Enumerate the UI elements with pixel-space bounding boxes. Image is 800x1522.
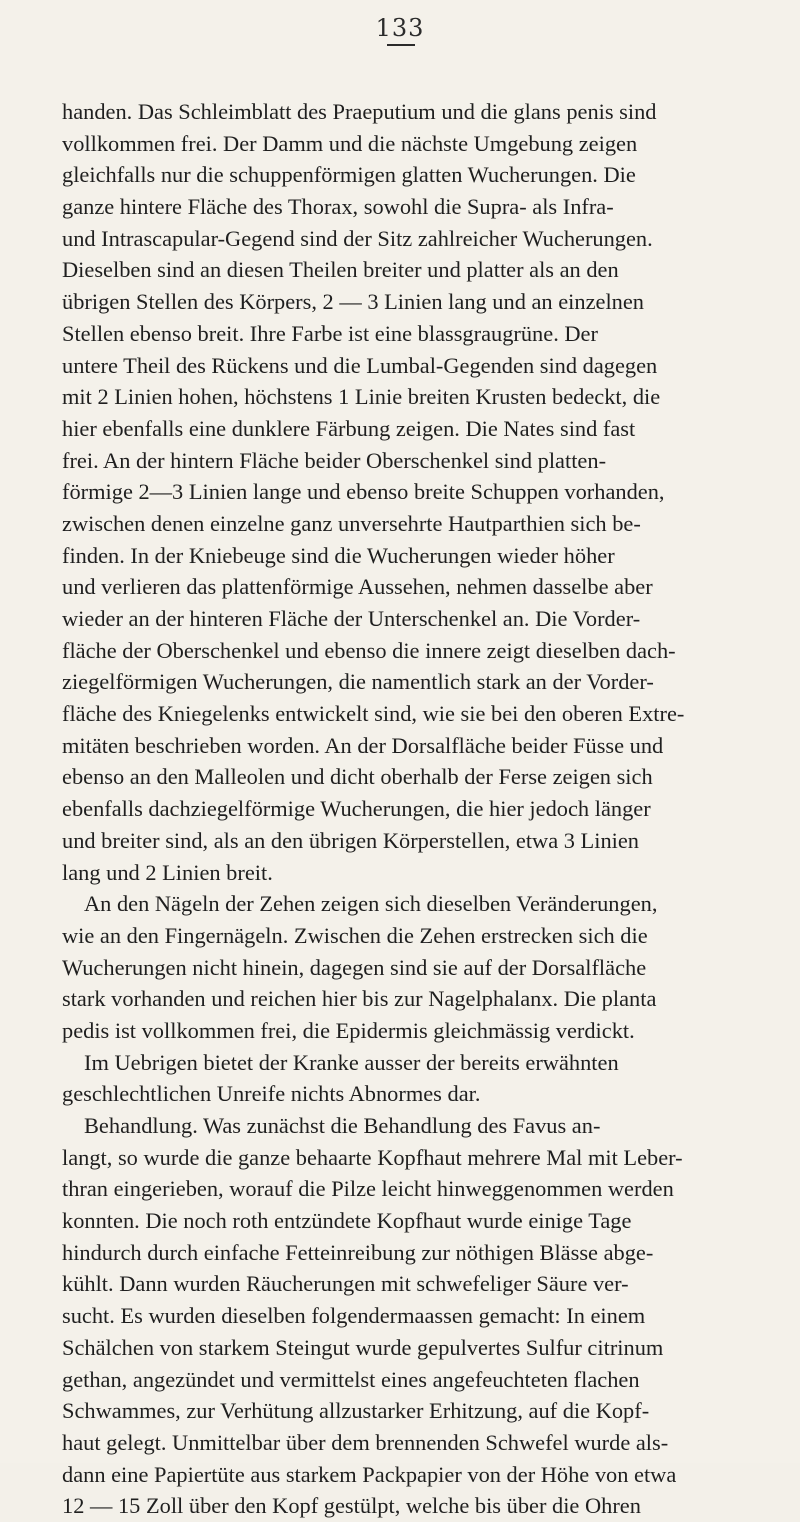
- text-line: mit 2 Linien hohen, höchstens 1 Linie breiten Krusten bedeckt, die: [62, 384, 661, 410]
- text-line: handen. Das Schleimblatt des Praeputium und die glans penis sind: [62, 99, 657, 124]
- text-line: dann eine Papiertüte aus starkem Packpapier von der Höhe von etwa: [62, 1461, 677, 1487]
- text-line: wieder an der hinteren Fläche der Unterschenkel an. Die Vorder-: [62, 606, 641, 631]
- text-line: konnten. Die noch roth entzündete Kopfhaut wurde einige Tage: [62, 1208, 632, 1234]
- body-text: [62, 96, 794, 1522]
- text-line: An den Nägeln der Zehen zeigen sich dieselben Veränderungen,: [84, 891, 658, 917]
- text-line: pedis ist vollkommen frei, die Epidermis gleichmässig verdickt.: [62, 1017, 635, 1043]
- text-line: sucht. Es wurden dieselben folgendermaassen gemacht: In einem: [62, 1303, 646, 1329]
- text-line: fläche des Kniegelenks entwickelt sind, wie sie bei den oberen Extre-: [62, 701, 685, 727]
- text-line: haut gelegt. Unmittelbar über dem brennenden Schwefel wurde als-: [62, 1429, 669, 1455]
- text-line: Stellen ebenso breit. Ihre Farbe ist eine blassgraugrüne. Der: [62, 320, 598, 346]
- text-line: geschlechtlichen Unreife nichts Abnormes dar.: [62, 1081, 481, 1107]
- text-line: ebenso an den Malleolen und dicht oberhalb der Ferse zeigen sich: [62, 764, 653, 790]
- text-line: Dieselben sind an diesen Theilen breiter und platter als an den: [62, 257, 619, 283]
- text-line: hindurch durch einfache Fetteinreibung zur nöthigen Blässe abge-: [62, 1239, 654, 1265]
- text-line: kühlt. Dann wurden Räucherungen mit schwefeliger Säure ver-: [62, 1271, 629, 1297]
- text-line: fläche der Oberschenkel und ebenso die innere zeigt dieselben dach-: [62, 637, 676, 663]
- text-line: und Intrascapular-Gegend sind der Sitz zahlreicher Wucherungen.: [62, 225, 653, 251]
- text-line: finden. In der Kniebeuge sind die Wucherungen wieder höher: [62, 542, 615, 568]
- text-line: und verlieren das plattenförmige Aussehen, nehmen dasselbe aber: [62, 574, 653, 600]
- page-number: 133: [375, 14, 425, 42]
- page-number-underline: [387, 44, 415, 46]
- text-line: 12 — 15 Zoll über den Kopf gestülpt, welche bis über die Ohren: [62, 1493, 641, 1519]
- text-line: Im Uebrigen bietet der Kranke ausser der bereits erwähnten: [84, 1049, 619, 1075]
- text-line: hier ebenfalls eine dunklere Färbung zeigen. Die Nates sind fast: [62, 415, 636, 441]
- text-line: und breiter sind, als an den übrigen Körperstellen, etwa 3 Linien: [62, 827, 640, 853]
- text-line: vollkommen frei. Der Damm und die nächste Umgebung zeigen: [62, 130, 638, 156]
- text-line: übrigen Stellen des Körpers, 2 — 3 Linien lang und an einzelnen: [62, 289, 645, 315]
- text-line: Schälchen von starkem Steingut wurde gepulvertes Sulfur citrinum: [62, 1334, 664, 1360]
- text-line: ebenfalls dachziegelförmige Wucherungen, die hier jedoch länger: [62, 796, 651, 822]
- text-line: wie an den Fingernägeln. Zwischen die Zehen erstrecken sich die: [62, 922, 648, 948]
- text-line: Wucherungen nicht hinein, dagegen sind sie auf der Dorsalfläche: [62, 954, 647, 980]
- text-line: gleichfalls nur die schuppenförmigen glatten Wucherungen. Die: [62, 162, 636, 188]
- text-line: gethan, angezündet und vermittelst eines angefeuchteten flachen: [62, 1366, 640, 1392]
- text-line: langt, so wurde die ganze behaarte Kopfhaut mehrere Mal mit Leber-: [62, 1144, 683, 1170]
- text-line: untere Theil des Rückens und die Lumbal-Gegenden sind dagegen: [62, 352, 658, 378]
- text-line: thran eingerieben, worauf die Pilze leicht hinweggenommen werden: [62, 1176, 674, 1202]
- text-line: Schwammes, zur Verhütung allzustarker Erhitzung, auf die Kopf-: [62, 1398, 650, 1424]
- text-line: ganze hintere Fläche des Thorax, sowohl die Supra- als Infra-: [62, 194, 614, 220]
- text-line: stark vorhanden und reichen hier bis zur Nagelphalanx. Die planta: [62, 986, 657, 1012]
- text-line: förmige 2—3 Linien lange und ebenso breite Schuppen vorhanden,: [62, 479, 665, 505]
- text-line: zwischen denen einzelne ganz unversehrte Hautparthien sich be-: [62, 510, 641, 536]
- text-line: mitäten beschrieben worden. An der Dorsalfläche beider Füsse und: [62, 732, 664, 758]
- text-line: ziegelförmigen Wucherungen, die namentlich stark an der Vorder-: [62, 669, 654, 695]
- text-line: frei. An der hintern Fläche beider Oberschenkel sind platten-: [62, 447, 607, 473]
- text-line: Behandlung. Was zunächst die Behandlung des Favus an-: [84, 1113, 601, 1138]
- text-line: lang und 2 Linien breit.: [62, 859, 273, 885]
